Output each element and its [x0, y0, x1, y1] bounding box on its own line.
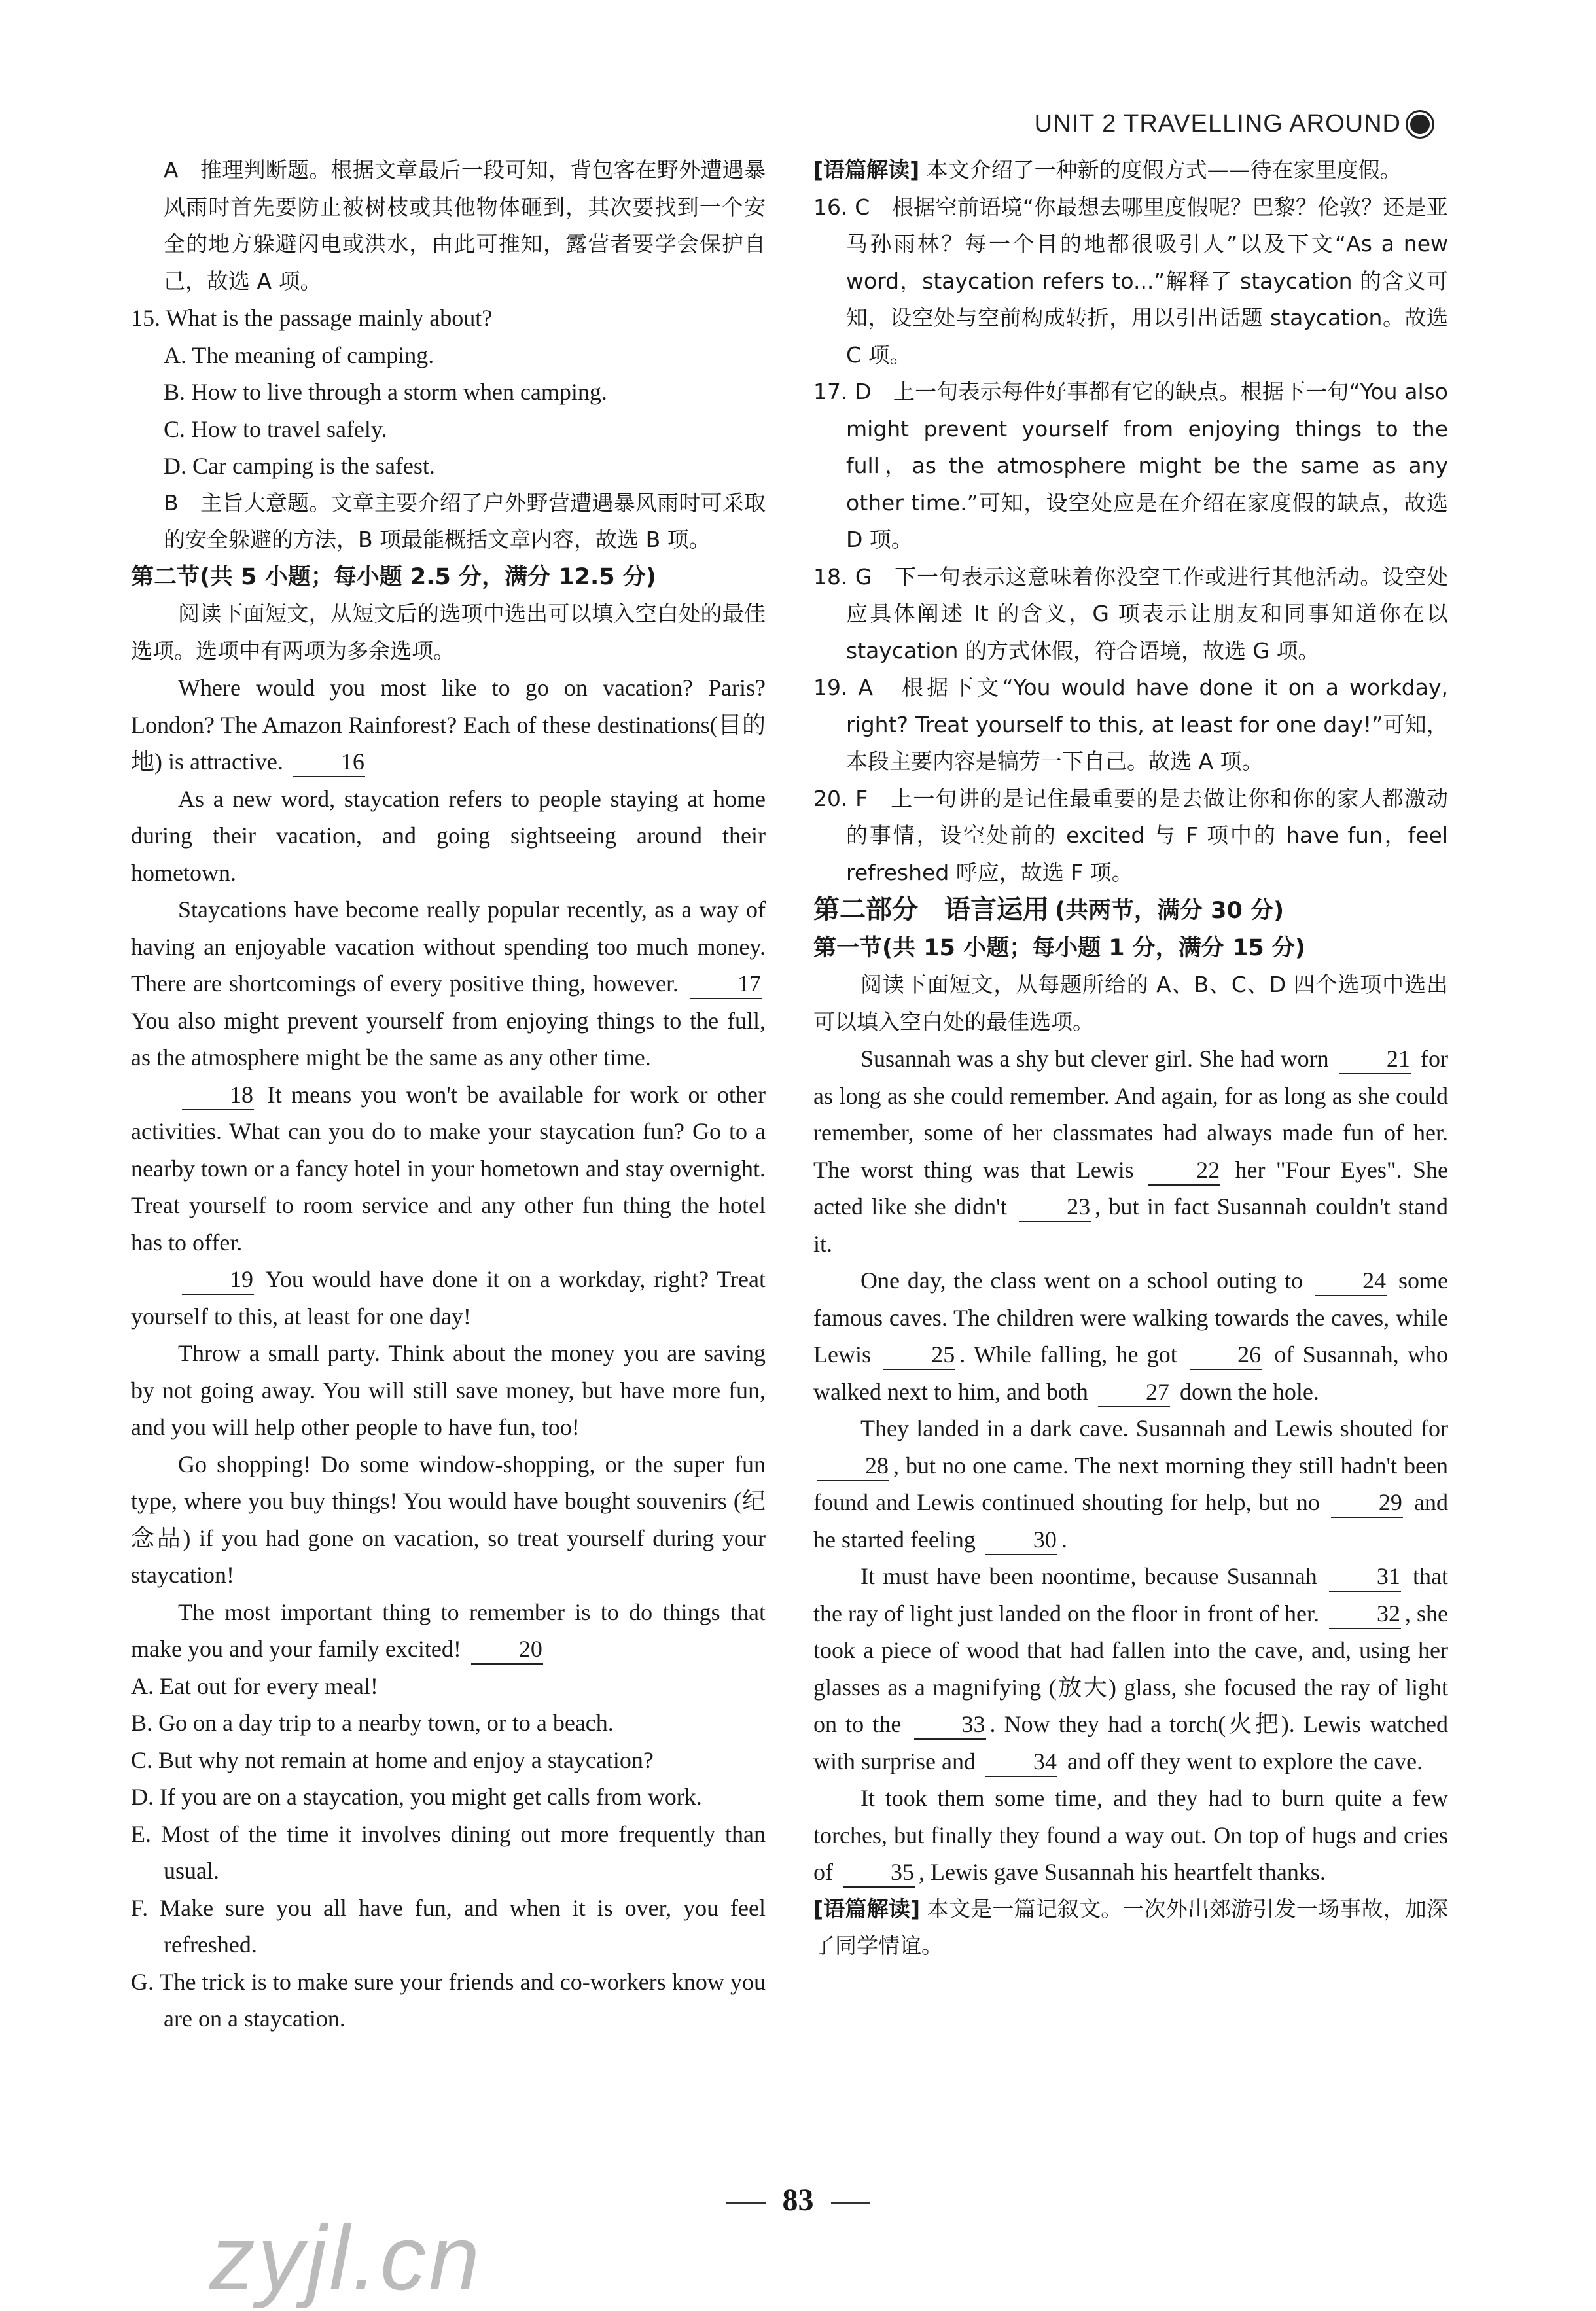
cloze-text: her "Four Eyes". She acted like she didn't	[813, 1156, 1448, 1220]
q15-option-d: D. Car camping is the safest.	[164, 453, 435, 479]
passage-text: You would have done it on a workday, right? Treat yourself to this, at least for one day!	[131, 1266, 766, 1330]
passage-text: You also might prevent yourself from enjoying things to the full, as the atmosphere might be the same as any other time.	[131, 1007, 766, 1070]
unit-title: UNIT 2 TRAVELLING AROUND	[1034, 110, 1401, 137]
cloze-text: . Now they had a torch(火把). Lewis watched with surprise and	[813, 1711, 1448, 1774]
part-2-heading	[813, 891, 1448, 930]
answer-17: 17. D 上一句表示每件好事都有它的缺点。根据下一句“You also might prevent yourself from enjoying things to the full，as the atmosphere might be the same as any other time.”可知，设空处应是在介绍在家度假的缺点，故选 D 项。	[813, 379, 1448, 552]
passage-analysis	[813, 1891, 1448, 1965]
passage-text: The most important thing to remember is to do things that make you and your family excited!	[131, 1598, 766, 1662]
passage-paragraph: Throw a small party. Think about the money you are saving by not going away. You will still save money, but have more fun, and you will help other people to have fun, too!	[131, 1340, 766, 1440]
divider	[831, 2202, 870, 2204]
cloze-text: It must have been noontime, because Susannah	[860, 1563, 1317, 1589]
q15-option-c: C. How to travel safely.	[164, 415, 387, 442]
cloze-text: , she took a piece of wood that had fallen into the cave, and, using her glasses as a magnifying (放大) glass, she focused the ray of light on to the	[813, 1600, 1449, 1737]
cloze-text: some famous caves. The children were walking towards the caves, while Lewis	[813, 1267, 1449, 1367]
option-e: E. Most of the time it involves dining out more frequently than usual.	[131, 1820, 766, 1884]
cloze-text: Susannah was a shy but clever girl. She had worn	[860, 1046, 1329, 1072]
passage-text: Staycations have become really popular recently, as a way of having an enjoyable vacation without spending too much money. There are shortcomings of every positive thing, however.	[131, 896, 766, 997]
cloze-paragraph	[813, 1558, 1448, 1780]
cloze-paragraph	[813, 1262, 1448, 1410]
analysis-tag: [语篇解读]	[813, 1896, 921, 1922]
blank-33: 33	[914, 1710, 986, 1740]
blank-19: 19	[182, 1265, 254, 1295]
cloze-text: . While falling, he got	[959, 1341, 1177, 1367]
blank-29: 29	[1331, 1488, 1403, 1518]
option-f: F. Make sure you all have fun, and when it is over, you feel refreshed.	[131, 1894, 766, 1958]
answer-18: 18. G 下一句表示这意味着你没空工作或进行其他活动。设空处应具体阐述 It 的含义，G 项表示让朋友和同事知道你在以 staycation 的方式休假，符合语境，故选 G 项。	[813, 563, 1448, 663]
blank-27: 27	[1098, 1377, 1170, 1407]
cloze-paragraph	[813, 1040, 1448, 1262]
option-b: B. Go on a day trip to a nearby town, or to a beach.	[131, 1710, 614, 1736]
blank-21: 21	[1339, 1044, 1411, 1074]
cloze-text: They landed in a dark cave. Susannah and Lewis shouted for	[860, 1415, 1448, 1441]
blank-24: 24	[1315, 1266, 1387, 1296]
passage-paragraph	[131, 669, 766, 781]
answer-20: 20. F 上一句讲的是记住最重要的是去做让你和你的家人都激动的事情，设空处前的 excited 与 F 项中的 have fun，feel refreshed 呼应，故选 F 项。	[813, 785, 1448, 885]
blank-28: 28	[817, 1451, 889, 1481]
passage-analysis	[813, 152, 1448, 189]
cloze-paragraph	[813, 1410, 1448, 1558]
cloze-text: , Lewis gave Susannah his heartfelt thanks.	[919, 1859, 1326, 1885]
right-column	[813, 152, 1448, 1965]
watermark: zyjl.cn	[209, 2206, 482, 2309]
passage-paragraph	[131, 1261, 766, 1335]
passage-paragraph	[131, 1076, 766, 1261]
blank-20: 20	[471, 1634, 543, 1665]
blank-18: 18	[182, 1080, 254, 1110]
option-d: D. If you are on a staycation, you might get calls from work.	[131, 1784, 702, 1810]
blank-16: 16	[293, 747, 365, 777]
bullet-icon	[1408, 112, 1432, 137]
cloze-text: of Susannah, who walked next to him, and both	[813, 1341, 1449, 1405]
part-2-subtitle: (共两节，满分 30 分)	[1055, 898, 1285, 924]
blank-34: 34	[985, 1747, 1057, 1777]
blank-26: 26	[1190, 1340, 1262, 1370]
section-2-instructions: 阅读下面短文，从短文后的选项中选出可以填入空白处的最佳选项。选项中有两项为多余选项。	[131, 601, 766, 663]
answer-14-explanation: A 推理判断题。根据文章最后一段可知，背包客在野外遭遇暴风雨时首先要防止被树枝或其他物体砸到，其次要找到一个安全的地方躲避闪电或洪水，由此可推知，露营者要学会保护自己，故选 A 项。	[164, 157, 766, 294]
option-a: A. Eat out for every meal!	[131, 1672, 378, 1699]
cloze-paragraph	[813, 1780, 1448, 1891]
option-c: C. But why not remain at home and enjoy a staycation?	[131, 1746, 654, 1773]
q15-option-a: A. The meaning of camping.	[164, 342, 434, 368]
cloze-text: .	[1061, 1526, 1067, 1553]
cloze-text: and off they went to explore the cave.	[1067, 1748, 1423, 1774]
cloze-text: down the hole.	[1179, 1378, 1319, 1405]
passage-paragraph: As a new word, staycation refers to people staying at home during their vacation, and going sightseeing around their hometown.	[131, 785, 766, 886]
q15-option-b: B. How to live through a storm when camping.	[164, 379, 607, 405]
cloze-text: that the ray of light just landed on the floor in front of her.	[813, 1563, 1449, 1627]
passage-paragraph	[131, 1594, 766, 1668]
blank-17: 17	[690, 969, 762, 999]
option-g: G. The trick is to make sure your friends and co-workers know you are on a staycation.	[131, 1968, 766, 2032]
cloze-text: for as long as she could remember. And again, for as long as she could remember, some of her classmates had always made fun of her. The worst thing was that Lewis	[813, 1046, 1449, 1183]
cloze-text: , but in fact Susannah couldn't stand it.	[813, 1193, 1448, 1257]
blank-31: 31	[1329, 1562, 1401, 1592]
cloze-text: One day, the class went on a school outing to	[860, 1267, 1303, 1294]
passage-text: It means you won't be available for work or other activities. What can you do to make your staycation fun? Go to a nearby town or a fancy hotel in your hometown and stay overnight. Treat yourself to room service and any other fun thing the hotel has to offer.	[131, 1081, 766, 1256]
blank-35: 35	[843, 1858, 915, 1888]
blank-32: 32	[1329, 1599, 1401, 1629]
section-2-title: 第二节(共 5 小题；每小题 2.5 分，满分 12.5 分)	[131, 563, 656, 590]
analysis-text: 本文是一篇记叙文。一次外出郊游引发一场事故，加深了同学情谊。	[813, 1896, 1449, 1958]
analysis-tag: [语篇解读]	[813, 157, 920, 183]
answer-15-explanation: B 主旨大意题。文章主要介绍了户外野营遭遇暴风雨时可采取的安全躲避的方法，B 项最能概括文章内容，故选 B 项。	[164, 489, 766, 552]
question-15: 15. What is the passage mainly about?	[131, 305, 493, 331]
cloze-text: It took them some time, and they had to burn quite a few torches, but finally they found a way out. On top of hugs and cries of	[813, 1785, 1448, 1885]
passage-text: Where would you most like to go on vacation? Paris? London? The Amazon Rainforest? Each of these destinations(目的地) is attractive.	[131, 675, 766, 775]
analysis-text: 本文介绍了一种新的度假方式——待在家里度假。	[926, 157, 1402, 183]
passage-paragraph	[131, 891, 766, 1076]
blank-30: 30	[985, 1525, 1057, 1555]
page-number: 83	[782, 2183, 814, 2217]
blank-25: 25	[883, 1340, 955, 1370]
part-2-title: 第二部分 语言运用	[813, 894, 1049, 925]
answer-19: 19. A 根据下文“You would have done it on a workday, right? Treat yourself to this, at least for one day!”可知，本段主要内容是犒劳一下自己。故选 A 项。	[813, 675, 1448, 774]
section-1-instructions: 阅读下面短文，从每题所给的 A、B、C、D 四个选项中选出可以填入空白处的最佳选项。	[813, 972, 1448, 1034]
cloze-text: , but no one came. The next morning they still hadn't been found and Lewis continued shouting for help, but no	[813, 1452, 1448, 1515]
passage-paragraph: Go shopping! Do some window-shopping, or the super fun type, where you buy things! You would have bought souvenirs (纪念品) if you had gone on vacation, so treat yourself during your staycation!	[131, 1451, 766, 1588]
blank-23: 23	[1019, 1192, 1091, 1222]
answer-16: 16. C 根据空前语境“你最想去哪里度假呢？巴黎？伦敦？还是亚马孙雨林？每一个目的地都很吸引人”以及下文“As a new word，staycation refers to...”解释了 staycation 的含义可知，设空处与空前构成转折，用以引出话题 staycation。故选 C 项。	[813, 194, 1448, 368]
left-column	[131, 152, 766, 2038]
blank-22: 22	[1148, 1156, 1220, 1186]
divider	[726, 2202, 766, 2204]
cloze-text: and he started feeling	[813, 1489, 1449, 1553]
running-header	[1035, 110, 1432, 138]
section-1-title: 第一节(共 15 小题；每小题 1 分，满分 15 分)	[813, 934, 1305, 961]
